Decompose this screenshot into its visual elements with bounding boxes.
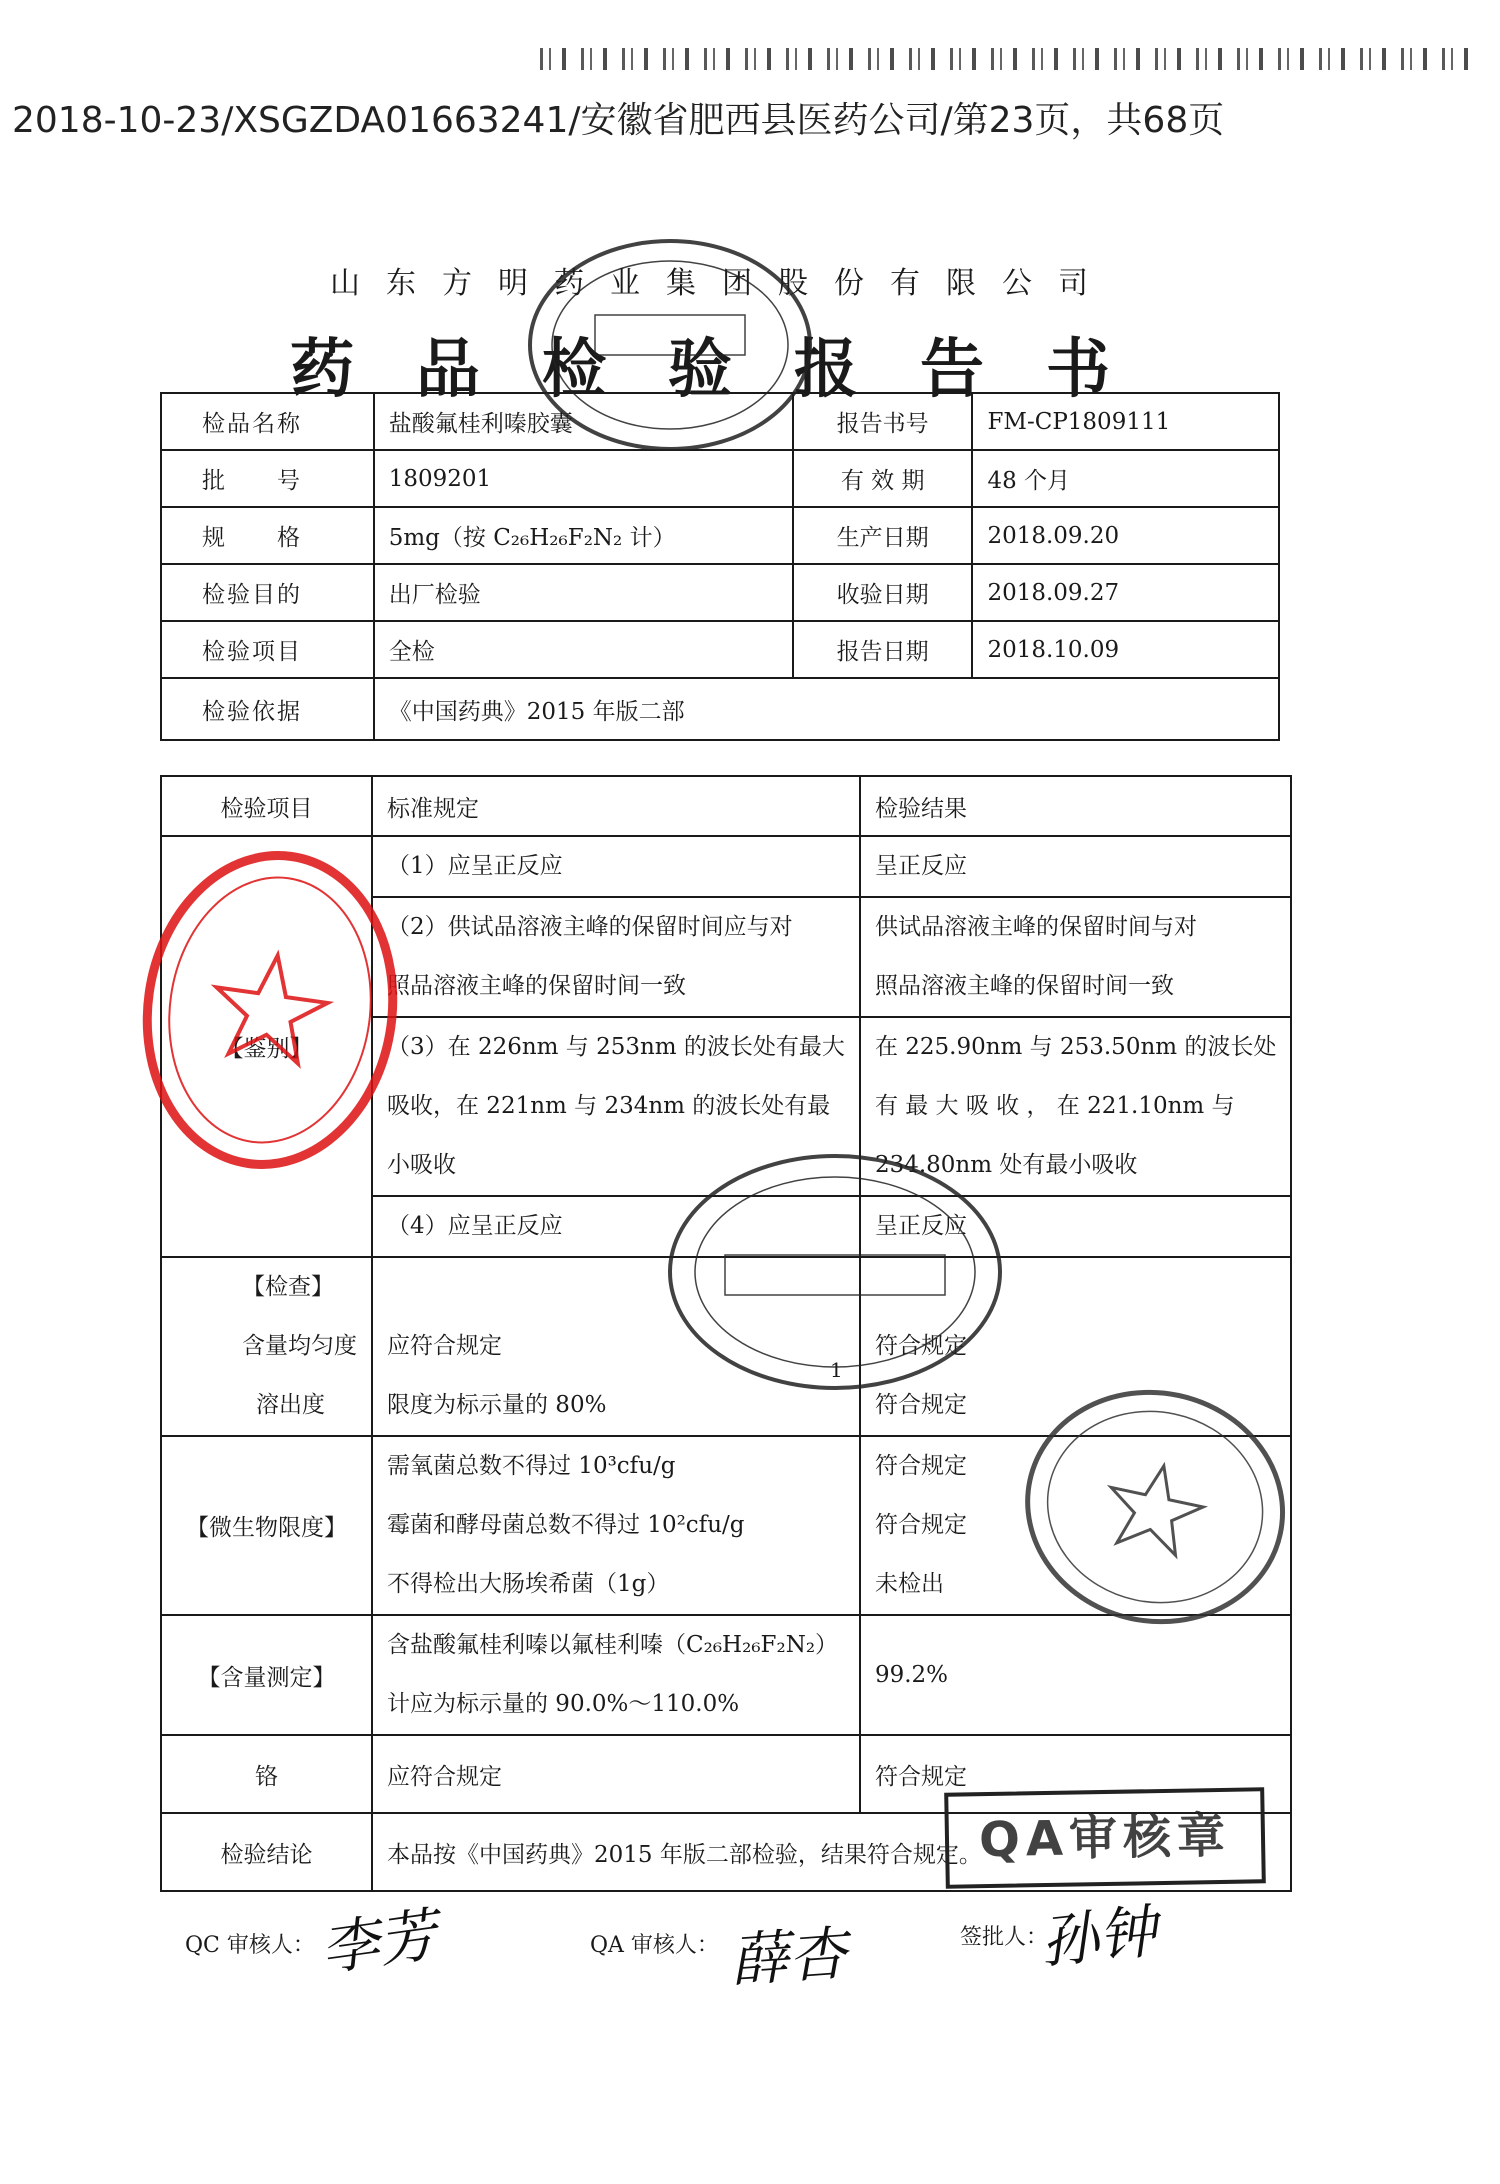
- standard-line: （4）应呈正反应: [387, 1213, 563, 1239]
- standard-line: 霉菌和酵母菌总数不得过 10²cfu/g: [387, 1512, 745, 1538]
- standard-line: 吸收，在 221nm 与 234nm 的波长处有最: [387, 1093, 831, 1119]
- header-item: 检验项目: [161, 776, 372, 836]
- standard-line: 不得检出大肠埃希菌（1g）: [387, 1571, 670, 1597]
- standard-cell: [372, 1615, 860, 1735]
- standard-line: （2）供试品溶液主峰的保留时间应与对: [387, 914, 793, 940]
- report-no-value: FM-CP1809111: [972, 393, 1279, 450]
- result-line: 符合规定: [874, 1333, 967, 1359]
- batch-label: 批 号: [161, 450, 374, 507]
- header-standard: 标准规定: [372, 776, 860, 836]
- qa-reviewer-label: QA 审核人：: [590, 1933, 719, 1958]
- assay-result: 99.2%: [860, 1615, 1291, 1735]
- product-name-label: 检品名称: [161, 393, 374, 450]
- result-line: 供试品溶液主峰的保留时间与对: [874, 914, 1197, 940]
- table-row: [161, 1615, 1291, 1735]
- report-info-table: [160, 392, 1280, 741]
- result-cell: [860, 1257, 1291, 1436]
- table-row: [161, 1257, 1291, 1436]
- result-line: 234.80nm 处有最小吸收: [874, 1152, 1138, 1178]
- spec-label: 规 格: [161, 507, 374, 564]
- result-cell: [860, 1436, 1291, 1615]
- result-cell: [860, 1017, 1291, 1196]
- assay-label: 【含量测定】: [161, 1615, 372, 1735]
- result-line: 呈正反应: [874, 1213, 967, 1239]
- report-no-label: 报告书号: [793, 393, 973, 450]
- identification-label: 【鉴别】: [161, 836, 372, 1257]
- info-row: [161, 393, 1279, 450]
- report-date-label: 报告日期: [793, 621, 973, 678]
- result-line: 呈正反应: [874, 853, 967, 879]
- standard-line: 小吸收: [387, 1152, 456, 1178]
- standard-cell: [372, 1436, 860, 1615]
- result-line: 符合规定: [874, 1512, 967, 1538]
- standard-cell: [372, 1257, 860, 1436]
- production-date-value: 2018.09.20: [972, 507, 1279, 564]
- fax-header-line: 2018-10-23/XSGZDA01663241/安徽省肥西县医药公司/第23页，共68页: [12, 100, 1225, 141]
- standard-line: 需氧菌总数不得过 10³cfu/g: [387, 1453, 676, 1479]
- standard-line: （3）在 226nm 与 253nm 的波长处有最大: [387, 1034, 845, 1060]
- received-date-label: 收验日期: [793, 564, 973, 621]
- conclusion-text: 本品按《中国药典》2015 年版二部检验，结果符合规定。: [372, 1813, 1291, 1891]
- qa-review-stamp-text: QA审核章: [978, 1807, 1232, 1869]
- product-name-value: 盐酸氟桂利嗪胶囊: [374, 393, 793, 450]
- validity-value: 48 个月: [972, 450, 1279, 507]
- standard-line: 应符合规定: [387, 1333, 502, 1359]
- result-line: 符合规定: [874, 1453, 967, 1479]
- test-results-table: [160, 775, 1292, 1892]
- info-row: [161, 678, 1279, 740]
- result-line: 有 最 大 吸 收 ， 在 221.10nm 与: [874, 1093, 1235, 1119]
- standard-line: （1）应呈正反应: [387, 853, 563, 879]
- inspection-item: 溶出度: [256, 1392, 325, 1418]
- spacer-line: [387, 1258, 845, 1317]
- result-cell: [860, 897, 1291, 1017]
- qa-signature: 薛杏: [728, 1919, 849, 1995]
- standard-cell: [372, 1017, 860, 1196]
- microbial-label: 【微生物限度】: [161, 1436, 372, 1615]
- header-result: 检验结果: [860, 776, 1291, 836]
- items-label: 检验项目: [161, 621, 374, 678]
- qc-reviewer-label: QC 审核人：: [185, 1933, 315, 1958]
- purpose-label: 检验目的: [161, 564, 374, 621]
- standard-cell: [372, 836, 860, 897]
- report-title: 药品检验报告书: [290, 332, 1172, 407]
- result-line: 照品溶液主峰的保留时间一致: [874, 973, 1174, 999]
- info-row: [161, 621, 1279, 678]
- info-row: [161, 507, 1279, 564]
- chromium-result: 符合规定: [860, 1735, 1291, 1813]
- standard-line: 照品溶液主峰的保留时间一致: [387, 973, 686, 999]
- batch-value: 1809201: [374, 450, 793, 507]
- spacer-line: [875, 1258, 1276, 1317]
- standard-cell: [372, 897, 860, 1017]
- approver-signature: 孙钟: [1037, 1897, 1160, 1977]
- chromium-standard: 应符合规定: [372, 1735, 860, 1813]
- table-row: [161, 1436, 1291, 1615]
- result-cell: [860, 836, 1291, 897]
- scan-noise-strip: [540, 48, 1480, 70]
- production-date-label: 生产日期: [793, 507, 973, 564]
- table-row: [161, 836, 1291, 897]
- result-cell: [860, 1196, 1291, 1257]
- basis-value: 《中国药典》2015 年版二部: [374, 678, 1279, 740]
- result-line: 在 225.90nm 与 253.50nm 的波长处: [874, 1034, 1277, 1060]
- company-name: 山东方明药业集团股份有限公司: [330, 266, 1114, 301]
- standard-cell: [372, 1196, 860, 1257]
- report-date-value: 2018.10.09: [972, 621, 1279, 678]
- approver-label: 签批人：: [960, 1925, 1049, 1950]
- qa-review-stamp: [944, 1787, 1266, 1889]
- inspection-label: 【检查】: [242, 1274, 334, 1300]
- standard-line: 含盐酸氟桂利嗪以氟桂利嗪（C₂₆H₂₆F₂N₂）: [387, 1632, 839, 1658]
- standard-line: 限度为标示量的 80%: [387, 1392, 607, 1418]
- result-line: 未检出: [874, 1571, 944, 1597]
- page-mark: 1: [830, 1358, 843, 1382]
- info-row: [161, 450, 1279, 507]
- received-date-value: 2018.09.27: [972, 564, 1279, 621]
- results-header-row: [161, 776, 1291, 836]
- validity-label: 有 效 期: [793, 450, 973, 507]
- result-line: 符合规定: [874, 1392, 967, 1418]
- info-row: [161, 564, 1279, 621]
- conclusion-label: 检验结论: [161, 1813, 372, 1891]
- standard-line: 计应为标示量的 90.0%～110.0%: [387, 1691, 740, 1717]
- inspection-item: 含量均匀度: [242, 1333, 357, 1359]
- spec-value: 5mg（按 C₂₆H₂₆F₂N₂ 计）: [374, 507, 793, 564]
- qc-signature: 李芳: [316, 1900, 441, 1984]
- items-value: 全检: [374, 621, 793, 678]
- inspection-item-cell: [161, 1257, 372, 1436]
- basis-label: 检验依据: [161, 678, 374, 740]
- chromium-label: 铬: [161, 1735, 372, 1813]
- purpose-value: 出厂检验: [374, 564, 793, 621]
